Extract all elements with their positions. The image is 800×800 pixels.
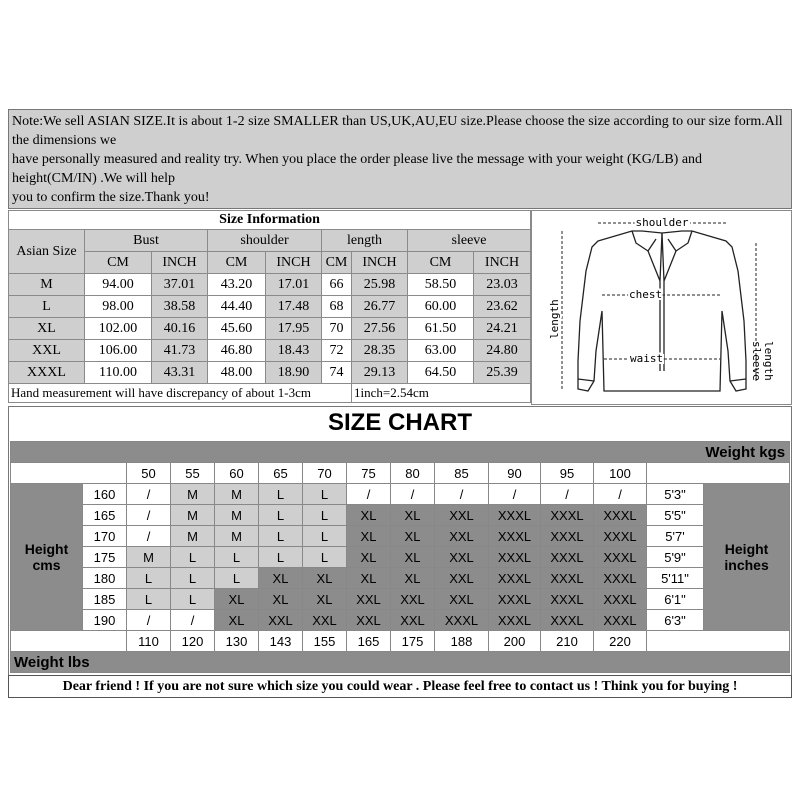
- size-cell: /: [171, 610, 215, 631]
- size-cell: /: [127, 526, 171, 547]
- shirt-measurement-diagram: [531, 210, 792, 405]
- measurement-cell: 25.39: [474, 362, 531, 384]
- size-chart-title: SIZE CHART: [328, 409, 472, 436]
- weight-lb-cell: 175: [391, 631, 435, 652]
- measurement-cell: 98.00: [85, 296, 152, 318]
- size-cell: L: [171, 568, 215, 589]
- measurement-cell: 41.73: [152, 340, 208, 362]
- size-label-cell: XXL: [9, 340, 85, 362]
- size-label-cell: M: [9, 274, 85, 296]
- height-row: [11, 589, 790, 610]
- height-cms-label-line: Height: [24, 541, 69, 557]
- size-cell: L: [215, 568, 259, 589]
- size-cell: XL: [303, 589, 347, 610]
- size-cell: XXXL: [489, 505, 541, 526]
- measurement-cell: 44.40: [208, 296, 266, 318]
- label-shoulder: shoulder: [635, 216, 689, 229]
- size-info-row: [9, 362, 531, 384]
- height-cm-cell: 190: [83, 610, 127, 631]
- size-cell: XL: [391, 547, 435, 568]
- measurement-cell: 17.01: [266, 274, 322, 296]
- size-cell: /: [127, 505, 171, 526]
- size-cell: XXXL: [594, 589, 647, 610]
- measurement-cell: 37.01: [152, 274, 208, 296]
- size-cell: L: [303, 505, 347, 526]
- note-line-3: you to confirm the size.Thank you!: [12, 190, 210, 205]
- unit-inch: INCH: [266, 252, 322, 274]
- measurement-cell: 48.00: [208, 362, 266, 384]
- size-cell: XL: [347, 547, 391, 568]
- shoulder-header: shoulder: [208, 230, 322, 252]
- height-inch-cell: 5'5": [647, 505, 704, 526]
- height-cms-label: [11, 484, 83, 631]
- blank-cell: [647, 631, 790, 652]
- size-cell: /: [127, 610, 171, 631]
- size-info-row: [9, 296, 531, 318]
- size-cell: L: [171, 547, 215, 568]
- measurement-cell: 17.48: [266, 296, 322, 318]
- size-cell: /: [541, 484, 594, 505]
- size-cell: XL: [303, 568, 347, 589]
- size-cell: XXL: [391, 610, 435, 631]
- height-inch-cell: 5'3": [647, 484, 704, 505]
- contact-footer-message: Dear friend ! If you are not sure which size you could wear . Please feel free to contact us ! Think you for buying !: [8, 675, 792, 698]
- weight-kg-cell: 70: [303, 463, 347, 484]
- height-cm-cell: 170: [83, 526, 127, 547]
- weight-lb-cell: 130: [215, 631, 259, 652]
- asian-size-header: Asian Size: [9, 230, 85, 274]
- measurement-cell: 17.95: [266, 318, 322, 340]
- weight-lb-cell: 210: [541, 631, 594, 652]
- measurement-cell: 26.77: [352, 296, 408, 318]
- weight-lb-cell: 165: [347, 631, 391, 652]
- size-info-title: Size Information: [9, 211, 531, 230]
- size-cell: XXL: [347, 589, 391, 610]
- size-cell: M: [171, 526, 215, 547]
- size-cell: XL: [391, 505, 435, 526]
- size-info-row: [9, 274, 531, 296]
- size-cell: XL: [391, 568, 435, 589]
- measurement-cell: 64.50: [408, 362, 474, 384]
- size-info-row: [9, 340, 531, 362]
- size-cell: XXL: [435, 505, 489, 526]
- size-cell: XXXL: [541, 505, 594, 526]
- unit-cm: CM: [208, 252, 266, 274]
- size-cell: XXXL: [594, 547, 647, 568]
- size-cell: XXXL: [541, 547, 594, 568]
- size-cell: L: [127, 568, 171, 589]
- unit-inch: INCH: [352, 252, 408, 274]
- size-cell: M: [171, 505, 215, 526]
- measurement-cell: 74: [322, 362, 352, 384]
- label-waist: waist: [630, 352, 664, 365]
- bust-header: Bust: [85, 230, 208, 252]
- height-row: [11, 568, 790, 589]
- size-cell: L: [171, 589, 215, 610]
- measurement-cell: 46.80: [208, 340, 266, 362]
- size-cell: XXXL: [541, 589, 594, 610]
- size-cell: XXXL: [541, 610, 594, 631]
- weight-lbs-label: Weight lbs: [11, 652, 790, 673]
- height-inch-cell: 5'7': [647, 526, 704, 547]
- blank-cell: [11, 631, 127, 652]
- blank-cell: [11, 463, 127, 484]
- height-inch-cell: 6'1": [647, 589, 704, 610]
- weight-lb-cell: 155: [303, 631, 347, 652]
- weight-lb-cell: 200: [489, 631, 541, 652]
- measurement-cell: 70: [322, 318, 352, 340]
- size-cell: L: [259, 547, 303, 568]
- measurement-cell: 18.43: [266, 340, 322, 362]
- measurement-cell: 18.90: [266, 362, 322, 384]
- note-line-1: Note:We sell ASIAN SIZE.It is about 1-2 size SMALLER than US,UK,AU,EU size.Please choose the size according to our size form.All the dimensions we: [12, 114, 783, 148]
- measurement-cell: 28.35: [352, 340, 408, 362]
- size-cell: XL: [391, 526, 435, 547]
- unit-cm: CM: [322, 252, 352, 274]
- height-row: [11, 505, 790, 526]
- height-row: [11, 547, 790, 568]
- height-cm-cell: 165: [83, 505, 127, 526]
- size-cell: M: [171, 484, 215, 505]
- height-cm-cell: 175: [83, 547, 127, 568]
- label-sleeve-length: length: [762, 341, 775, 381]
- height-cm-cell: 180: [83, 568, 127, 589]
- weight-lb-cell: 220: [594, 631, 647, 652]
- weight-lb-cell: 120: [171, 631, 215, 652]
- sleeve-header: sleeve: [408, 230, 531, 252]
- height-row: [11, 610, 790, 631]
- height-cm-cell: 160: [83, 484, 127, 505]
- measurement-cell: 29.13: [352, 362, 408, 384]
- measurement-cell: 40.16: [152, 318, 208, 340]
- size-cell: L: [303, 526, 347, 547]
- shirt-illustration: [532, 211, 791, 404]
- measurement-cell: 72: [322, 340, 352, 362]
- size-cell: /: [435, 484, 489, 505]
- size-cell: XXXL: [435, 610, 489, 631]
- size-cell: XXL: [391, 589, 435, 610]
- height-row: [11, 484, 790, 505]
- size-cell: XXL: [347, 610, 391, 631]
- measurement-cell: 38.58: [152, 296, 208, 318]
- size-cell: L: [259, 484, 303, 505]
- size-cell: XL: [259, 589, 303, 610]
- size-label-cell: XL: [9, 318, 85, 340]
- size-cell: /: [127, 484, 171, 505]
- size-cell: L: [127, 589, 171, 610]
- size-cell: XXXL: [489, 568, 541, 589]
- size-cell: XXXL: [541, 568, 594, 589]
- size-cell: L: [259, 526, 303, 547]
- inch-conversion: 1inch=2.54cm: [352, 384, 531, 403]
- measurement-cell: 43.20: [208, 274, 266, 296]
- measurement-cell: 23.03: [474, 274, 531, 296]
- size-cell: XXL: [435, 526, 489, 547]
- measurement-footnote: Hand measurement will have discrepancy of about 1-3cm: [9, 384, 352, 403]
- size-cell: XXXL: [594, 526, 647, 547]
- measurement-cell: 27.56: [352, 318, 408, 340]
- weight-kg-cell: 55: [171, 463, 215, 484]
- measurement-cell: 43.31: [152, 362, 208, 384]
- measurement-cell: 60.00: [408, 296, 474, 318]
- label-chest: chest: [629, 288, 663, 301]
- size-info-row: [9, 318, 531, 340]
- measurement-cell: 102.00: [85, 318, 152, 340]
- height-row: [11, 526, 790, 547]
- size-cell: XXXL: [489, 547, 541, 568]
- size-cell: XXXL: [594, 505, 647, 526]
- weight-lb-cell: 143: [259, 631, 303, 652]
- weight-kg-cell: 95: [541, 463, 594, 484]
- height-cm-cell: 185: [83, 589, 127, 610]
- size-label-cell: XXXL: [9, 362, 85, 384]
- size-cell: XXL: [435, 568, 489, 589]
- size-cell: XXXL: [594, 610, 647, 631]
- weight-lb-cell: 188: [435, 631, 489, 652]
- weight-lb-cell: 110: [127, 631, 171, 652]
- size-note: [8, 109, 792, 209]
- height-cms-label-line: cms: [32, 557, 61, 573]
- size-cell: XL: [215, 610, 259, 631]
- weight-kg-cell: 50: [127, 463, 171, 484]
- measurement-cell: 106.00: [85, 340, 152, 362]
- measurement-cell: 23.62: [474, 296, 531, 318]
- measurement-cell: 24.80: [474, 340, 531, 362]
- measurement-cell: 94.00: [85, 274, 152, 296]
- size-cell: /: [594, 484, 647, 505]
- size-cell: L: [303, 547, 347, 568]
- weight-kg-cell: 100: [594, 463, 647, 484]
- size-cell: XXXL: [489, 589, 541, 610]
- measurement-cell: 63.00: [408, 340, 474, 362]
- size-cell: L: [215, 547, 259, 568]
- measurement-cell: 66: [322, 274, 352, 296]
- size-cell: XXL: [259, 610, 303, 631]
- height-inches-label: [704, 484, 790, 631]
- length-header: length: [322, 230, 408, 252]
- weight-kg-cell: 85: [435, 463, 489, 484]
- size-cell: /: [347, 484, 391, 505]
- label-length: length: [548, 299, 561, 339]
- size-cell: M: [215, 484, 259, 505]
- size-cell: L: [303, 484, 347, 505]
- measurement-cell: 58.50: [408, 274, 474, 296]
- measurement-cell: 61.50: [408, 318, 474, 340]
- size-cell: L: [259, 505, 303, 526]
- weight-kg-cell: 60: [215, 463, 259, 484]
- size-cell: XXL: [303, 610, 347, 631]
- unit-inch: INCH: [152, 252, 208, 274]
- size-cell: XL: [347, 568, 391, 589]
- height-inches-label-line: inches: [724, 557, 769, 573]
- height-inch-cell: 6'3": [647, 610, 704, 631]
- unit-cm: CM: [85, 252, 152, 274]
- measurement-cell: 45.60: [208, 318, 266, 340]
- size-cell: XL: [347, 526, 391, 547]
- unit-inch: INCH: [474, 252, 531, 274]
- size-cell: XXXL: [489, 526, 541, 547]
- size-cell: XL: [259, 568, 303, 589]
- weight-kg-cell: 75: [347, 463, 391, 484]
- size-cell: M: [127, 547, 171, 568]
- measurement-cell: 110.00: [85, 362, 152, 384]
- note-line-2: have personally measured and reality try. When you place the order please live the message with your weight (KG/LB) and height(CM/IN) .We will help: [12, 152, 703, 186]
- height-inches-label-line: Height: [724, 541, 769, 557]
- size-cell: XL: [215, 589, 259, 610]
- size-cell: M: [215, 505, 259, 526]
- size-cell: XXL: [435, 547, 489, 568]
- size-cell: XXXL: [489, 610, 541, 631]
- height-inch-cell: 5'11": [647, 568, 704, 589]
- size-cell: /: [489, 484, 541, 505]
- size-information-table: [8, 210, 531, 403]
- weight-kgs-label: Weight kgs: [11, 442, 790, 463]
- size-cell: XXXL: [594, 568, 647, 589]
- size-cell: XL: [347, 505, 391, 526]
- weight-kg-cell: 80: [391, 463, 435, 484]
- unit-cm: CM: [408, 252, 474, 274]
- size-cell: M: [215, 526, 259, 547]
- measurement-cell: 24.21: [474, 318, 531, 340]
- size-label-cell: L: [9, 296, 85, 318]
- weight-height-size-grid: [10, 441, 790, 673]
- size-cell: /: [391, 484, 435, 505]
- height-inch-cell: 5'9": [647, 547, 704, 568]
- measurement-cell: 68: [322, 296, 352, 318]
- weight-kg-cell: 90: [489, 463, 541, 484]
- size-cell: XXXL: [541, 526, 594, 547]
- label-sleeve: sleeve: [750, 341, 763, 381]
- size-cell: XXL: [435, 589, 489, 610]
- measurement-cell: 25.98: [352, 274, 408, 296]
- blank-cell: [647, 463, 790, 484]
- weight-kg-cell: 65: [259, 463, 303, 484]
